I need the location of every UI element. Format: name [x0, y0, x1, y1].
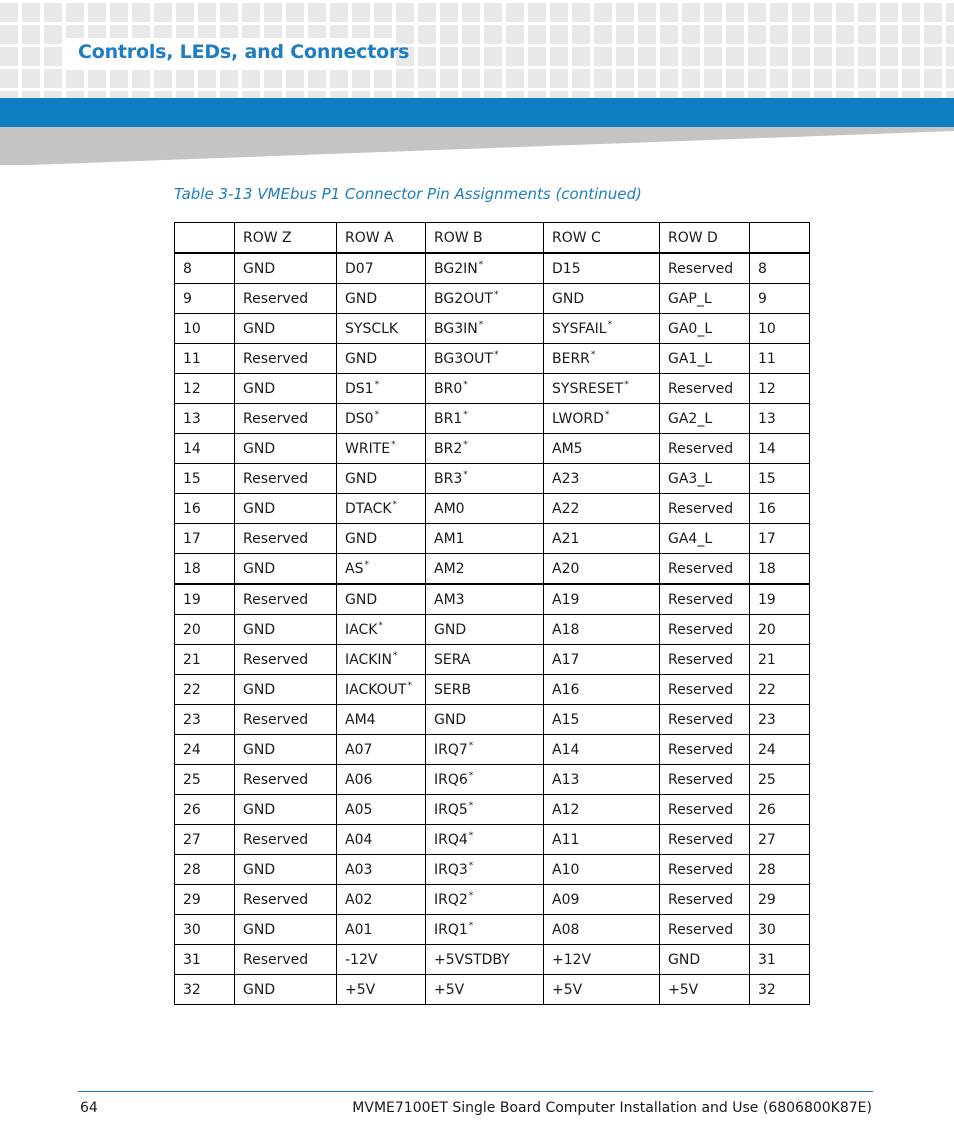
signal-name: IRQ2 — [434, 892, 468, 908]
table-cell: AM5 — [544, 434, 660, 464]
table-cell: Reserved — [235, 945, 337, 975]
table-cell: Reserved — [660, 705, 750, 735]
table-cell: Reserved — [235, 765, 337, 795]
page-number: 64 — [80, 1100, 98, 1116]
table-row — [175, 314, 810, 344]
table-cell: +5V — [660, 975, 750, 1005]
signal-name: BR1 — [434, 411, 463, 427]
table-cell: A10 — [544, 855, 660, 885]
table-cell: 22 — [750, 675, 810, 705]
table-row — [175, 945, 810, 975]
active-low-marker: * — [590, 350, 596, 360]
active-low-marker: * — [478, 320, 484, 330]
table-row — [175, 494, 810, 524]
table-row — [175, 885, 810, 915]
table-cell: Reserved — [660, 554, 750, 585]
active-low-marker: * — [607, 320, 613, 330]
table-cell: 24 — [175, 735, 235, 765]
table-row — [175, 855, 810, 885]
table-cell — [426, 795, 544, 825]
table-cell: Reserved — [660, 494, 750, 524]
table-cell: GND — [235, 494, 337, 524]
column-header: ROW B — [426, 223, 544, 254]
table-cell — [426, 825, 544, 855]
table-cell: A13 — [544, 765, 660, 795]
table-row — [175, 975, 810, 1005]
table-cell — [337, 645, 426, 675]
table-cell: 29 — [175, 885, 235, 915]
table-cell: A05 — [337, 795, 426, 825]
table-cell: 25 — [750, 765, 810, 795]
active-low-marker: * — [463, 470, 468, 480]
table-cell: GND — [235, 253, 337, 284]
table-cell: 23 — [175, 705, 235, 735]
active-low-marker: * — [391, 440, 396, 450]
signal-name: DS1 — [345, 381, 374, 397]
signal-name: SYSFAIL — [552, 321, 607, 337]
active-low-marker: * — [374, 380, 380, 390]
table-cell: GND — [426, 615, 544, 645]
table-cell — [426, 284, 544, 314]
table-cell: Reserved — [235, 825, 337, 855]
active-low-marker: * — [364, 560, 369, 570]
table-cell: Reserved — [235, 885, 337, 915]
table-row — [175, 584, 810, 615]
table-cell: Reserved — [235, 344, 337, 374]
table-cell — [426, 765, 544, 795]
active-low-marker: * — [624, 380, 629, 390]
table-cell — [426, 434, 544, 464]
table-cell: A18 — [544, 615, 660, 645]
table-cell: Reserved — [660, 253, 750, 284]
table-cell: A09 — [544, 885, 660, 915]
table-row — [175, 735, 810, 765]
table-cell: Reserved — [660, 645, 750, 675]
column-header: ROW D — [660, 223, 750, 254]
table-cell: Reserved — [660, 885, 750, 915]
table-cell — [337, 554, 426, 585]
signal-name: IRQ1 — [434, 922, 468, 938]
table-cell: AM3 — [426, 584, 544, 615]
table-cell: Reserved — [660, 374, 750, 404]
signal-name: IACK — [345, 622, 378, 638]
table-row — [175, 645, 810, 675]
table-cell: Reserved — [660, 855, 750, 885]
table-cell: GND — [235, 915, 337, 945]
table-cell: GND — [337, 524, 426, 554]
table-cell — [337, 434, 426, 464]
signal-name: BR0 — [434, 381, 463, 397]
table-cell: 26 — [750, 795, 810, 825]
column-header: ROW Z — [235, 223, 337, 254]
table-cell: 9 — [175, 284, 235, 314]
table-row — [175, 795, 810, 825]
table-row — [175, 434, 810, 464]
table-cell: GND — [235, 735, 337, 765]
table-cell: GND — [544, 284, 660, 314]
table-cell: 13 — [175, 404, 235, 434]
table-cell: 10 — [750, 314, 810, 344]
table-cell: A06 — [337, 765, 426, 795]
table-cell: AM2 — [426, 554, 544, 585]
active-low-marker: * — [463, 440, 468, 450]
table-cell: 8 — [750, 253, 810, 284]
signal-name: WRITE — [345, 441, 391, 457]
table-cell: 32 — [750, 975, 810, 1005]
table-cell: GND — [426, 705, 544, 735]
table-cell — [544, 404, 660, 434]
active-low-marker: * — [604, 410, 610, 420]
table-cell: 16 — [175, 494, 235, 524]
table-cell: GND — [235, 314, 337, 344]
table-cell: 24 — [750, 735, 810, 765]
table-cell: 32 — [175, 975, 235, 1005]
table-cell: GND — [235, 615, 337, 645]
table-cell: Reserved — [660, 765, 750, 795]
table-row — [175, 344, 810, 374]
table-cell: 31 — [175, 945, 235, 975]
table-cell — [337, 374, 426, 404]
active-low-marker: * — [463, 410, 468, 420]
table-cell: GND — [235, 855, 337, 885]
table-row — [175, 615, 810, 645]
signal-name: DTACK — [345, 501, 392, 517]
table-cell — [426, 885, 544, 915]
signal-name: BG2IN — [434, 261, 478, 277]
table-cell — [544, 344, 660, 374]
table-cell: SYSCLK — [337, 314, 426, 344]
table-cell: SERA — [426, 645, 544, 675]
signal-name: IRQ3 — [434, 862, 468, 878]
table-cell: 12 — [175, 374, 235, 404]
table-cell: GND — [235, 975, 337, 1005]
active-low-marker: * — [407, 681, 412, 691]
column-header — [175, 223, 235, 254]
table-cell: SERB — [426, 675, 544, 705]
table-cell: 18 — [175, 554, 235, 585]
table-cell — [426, 735, 544, 765]
table-row — [175, 464, 810, 494]
table-cell: 27 — [750, 825, 810, 855]
table-cell: 15 — [175, 464, 235, 494]
table-cell — [426, 344, 544, 374]
table-cell: A20 — [544, 554, 660, 585]
table-cell: GND — [337, 464, 426, 494]
signal-name: LWORD — [552, 411, 604, 427]
table-cell: GND — [337, 344, 426, 374]
table-cell: 17 — [750, 524, 810, 554]
table-cell: 25 — [175, 765, 235, 795]
active-low-marker: * — [374, 410, 380, 420]
table-cell: 9 — [750, 284, 810, 314]
active-low-marker: * — [463, 380, 468, 390]
table-cell: +12V — [544, 945, 660, 975]
table-cell: AM4 — [337, 705, 426, 735]
column-header — [750, 223, 810, 254]
table-row — [175, 765, 810, 795]
signal-name: IRQ4 — [434, 832, 468, 848]
table-cell: 30 — [175, 915, 235, 945]
table-cell: GA0_L — [660, 314, 750, 344]
signal-name: BG2OUT — [434, 291, 493, 307]
table-cell — [544, 374, 660, 404]
table-cell: A16 — [544, 675, 660, 705]
table-cell — [337, 404, 426, 434]
table-cell: 11 — [750, 344, 810, 374]
table-cell: Reserved — [660, 915, 750, 945]
table-cell: +5V — [544, 975, 660, 1005]
table-cell: D07 — [337, 253, 426, 284]
table-cell — [426, 374, 544, 404]
table-cell: A23 — [544, 464, 660, 494]
active-low-marker: * — [392, 500, 398, 510]
table-cell: Reserved — [235, 464, 337, 494]
header-blue-band — [0, 98, 954, 127]
table-cell: A07 — [337, 735, 426, 765]
table-cell: A04 — [337, 825, 426, 855]
table-cell: 12 — [750, 374, 810, 404]
signal-name: IRQ7 — [434, 742, 468, 758]
signal-name: SYSRESET — [552, 381, 624, 397]
signal-name: IRQ6 — [434, 772, 468, 788]
table-cell: Reserved — [660, 615, 750, 645]
table-header-row — [175, 223, 810, 254]
table-cell: 15 — [750, 464, 810, 494]
table-cell: 14 — [750, 434, 810, 464]
signal-name: IACKIN — [345, 652, 393, 668]
table-cell: GND — [235, 554, 337, 585]
table-cell: Reserved — [235, 705, 337, 735]
table-cell — [426, 314, 544, 344]
active-low-marker: * — [468, 861, 474, 871]
table-cell: A15 — [544, 705, 660, 735]
active-low-marker: * — [468, 891, 474, 901]
section-title: Controls, LEDs, and Connectors — [78, 41, 410, 63]
table-caption: Table 3-13 VMEbus P1 Connector Pin Assignments (continued) — [174, 185, 642, 203]
table-cell: GND — [337, 284, 426, 314]
table-cell: A22 — [544, 494, 660, 524]
table-row — [175, 284, 810, 314]
header-grey-swoosh — [0, 127, 954, 165]
table-cell: A21 — [544, 524, 660, 554]
active-low-marker: * — [378, 621, 383, 631]
table-body — [175, 253, 810, 1005]
table-cell: 11 — [175, 344, 235, 374]
active-low-marker: * — [468, 741, 474, 751]
table-cell — [426, 404, 544, 434]
table-cell: A17 — [544, 645, 660, 675]
table-cell: +5V — [337, 975, 426, 1005]
table-cell: Reserved — [660, 434, 750, 464]
table-cell: Reserved — [660, 825, 750, 855]
table-cell: Reserved — [660, 584, 750, 615]
active-low-marker: * — [468, 801, 474, 811]
table-cell: 27 — [175, 825, 235, 855]
table-cell: Reserved — [235, 404, 337, 434]
table-row — [175, 825, 810, 855]
active-low-marker: * — [468, 771, 474, 781]
signal-name: BR3 — [434, 471, 463, 487]
table-cell: 22 — [175, 675, 235, 705]
table-cell: GA4_L — [660, 524, 750, 554]
document-title: MVME7100ET Single Board Computer Installation and Use (6806800K87E) — [352, 1100, 872, 1116]
table-cell: Reserved — [235, 584, 337, 615]
table-cell: A08 — [544, 915, 660, 945]
table-cell — [544, 314, 660, 344]
table-cell — [337, 675, 426, 705]
table-cell: AM1 — [426, 524, 544, 554]
table-cell: 10 — [175, 314, 235, 344]
table-cell: A11 — [544, 825, 660, 855]
table-cell: 28 — [750, 855, 810, 885]
table-cell: 21 — [750, 645, 810, 675]
table-cell: GND — [337, 584, 426, 615]
signal-name: DS0 — [345, 411, 374, 427]
table-cell: A14 — [544, 735, 660, 765]
table-cell: Reserved — [235, 645, 337, 675]
table-cell: 20 — [750, 615, 810, 645]
table-cell — [426, 253, 544, 284]
table-cell: GA1_L — [660, 344, 750, 374]
table-cell: +5V — [426, 975, 544, 1005]
table-cell: 8 — [175, 253, 235, 284]
table-row — [175, 253, 810, 284]
table-row — [175, 675, 810, 705]
table-cell: A03 — [337, 855, 426, 885]
signal-name: BR2 — [434, 441, 463, 457]
table-cell: GA3_L — [660, 464, 750, 494]
table-row — [175, 705, 810, 735]
table-cell: 26 — [175, 795, 235, 825]
table-cell: Reserved — [235, 524, 337, 554]
table-cell: 17 — [175, 524, 235, 554]
table-cell: 31 — [750, 945, 810, 975]
table-cell: D15 — [544, 253, 660, 284]
table-cell: 20 — [175, 615, 235, 645]
table-cell — [426, 915, 544, 945]
active-low-marker: * — [393, 651, 398, 661]
signal-name: BG3IN — [434, 321, 478, 337]
table-cell: GND — [660, 945, 750, 975]
footer-rule — [78, 1091, 873, 1092]
table-cell — [337, 615, 426, 645]
table-cell: 19 — [175, 584, 235, 615]
table-cell: 21 — [175, 645, 235, 675]
table-cell: 28 — [175, 855, 235, 885]
table-cell: Reserved — [660, 735, 750, 765]
table-cell: A02 — [337, 885, 426, 915]
table-cell: 14 — [175, 434, 235, 464]
table-row — [175, 404, 810, 434]
column-header: ROW A — [337, 223, 426, 254]
active-low-marker: * — [468, 921, 474, 931]
table-row — [175, 915, 810, 945]
table-row — [175, 374, 810, 404]
table-cell: AM0 — [426, 494, 544, 524]
table-cell: 18 — [750, 554, 810, 585]
table-cell: 23 — [750, 705, 810, 735]
active-low-marker: * — [493, 290, 499, 300]
column-header: ROW C — [544, 223, 660, 254]
table-cell: 29 — [750, 885, 810, 915]
table-cell — [426, 464, 544, 494]
table-cell: 30 — [750, 915, 810, 945]
table-cell — [426, 855, 544, 885]
table-cell: 16 — [750, 494, 810, 524]
table-cell: 13 — [750, 404, 810, 434]
table-cell: +5VSTDBY — [426, 945, 544, 975]
active-low-marker: * — [493, 350, 499, 360]
table-cell: A01 — [337, 915, 426, 945]
signal-name: AS — [345, 561, 364, 577]
table-cell — [337, 494, 426, 524]
table-cell: Reserved — [660, 675, 750, 705]
table-cell: GND — [235, 434, 337, 464]
table-cell: GND — [235, 675, 337, 705]
table-cell: -12V — [337, 945, 426, 975]
table-cell: GND — [235, 795, 337, 825]
table-cell: GND — [235, 374, 337, 404]
pin-assignment-table — [174, 222, 810, 1005]
table-cell: 19 — [750, 584, 810, 615]
table-cell: Reserved — [660, 795, 750, 825]
table-cell: Reserved — [235, 284, 337, 314]
signal-name: IACKOUT — [345, 682, 407, 698]
signal-name: IRQ5 — [434, 802, 468, 818]
active-low-marker: * — [478, 260, 484, 270]
table-cell: A12 — [544, 795, 660, 825]
table-cell: A19 — [544, 584, 660, 615]
table-cell: GA2_L — [660, 404, 750, 434]
signal-name: BERR — [552, 351, 590, 367]
table-cell: GAP_L — [660, 284, 750, 314]
active-low-marker: * — [468, 831, 474, 841]
table-row — [175, 524, 810, 554]
signal-name: BG3OUT — [434, 351, 493, 367]
table-row — [175, 554, 810, 585]
